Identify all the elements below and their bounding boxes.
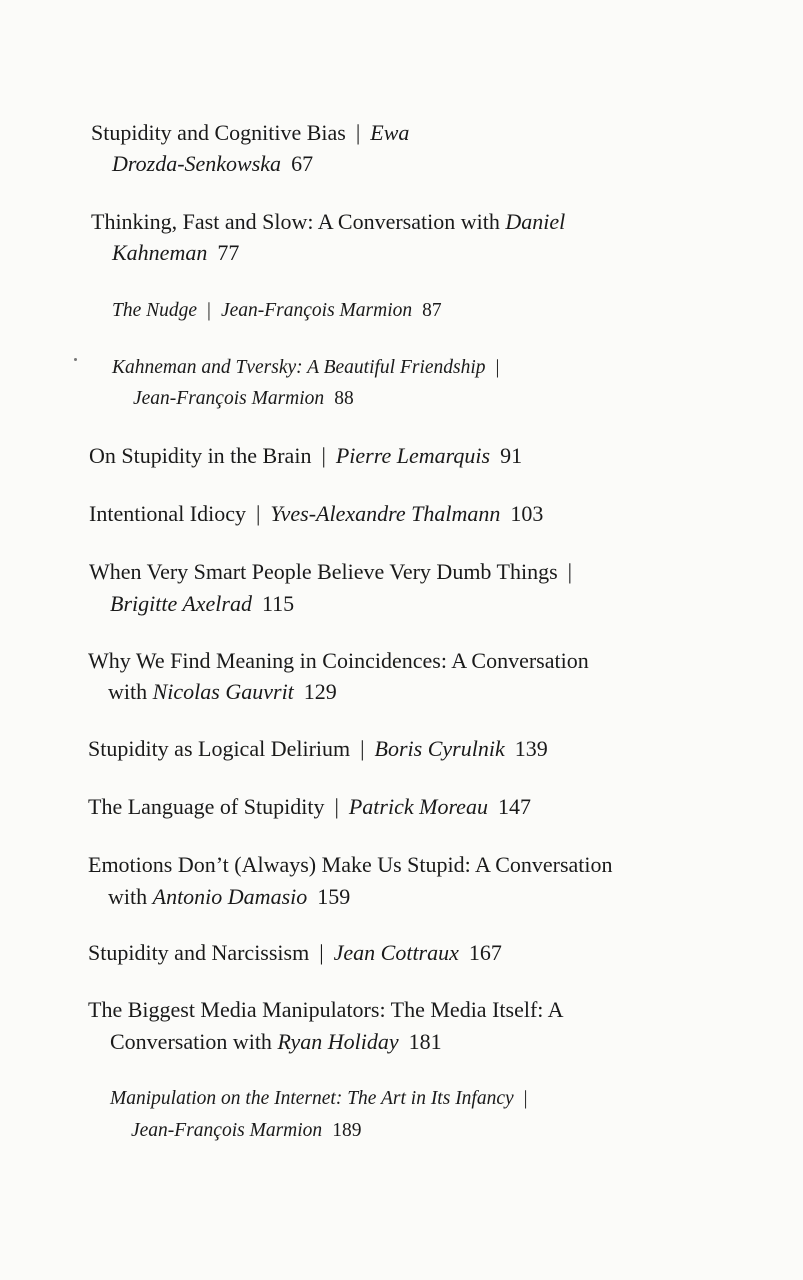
- entry-author: Jean-François Marmion: [131, 1120, 323, 1141]
- entry-author: Jean-François Marmion: [220, 300, 413, 321]
- entry-author: Brigitte Axelrad: [110, 591, 252, 616]
- entry-author: Jean-François Marmion: [133, 388, 325, 409]
- entry-author: Antonio Damasio: [152, 884, 308, 909]
- separator: |: [319, 940, 324, 965]
- entry-title: When Very Smart People Believe Very Dumb Things: [89, 559, 558, 584]
- page-number: 159: [317, 884, 351, 909]
- page-number: 115: [261, 591, 295, 616]
- separator: |: [256, 501, 261, 526]
- separator: |: [355, 120, 361, 145]
- entry-title: Stupidity and Cognitive Bias: [91, 120, 346, 145]
- page-number: 181: [408, 1029, 442, 1054]
- entry-author: Ryan Holiday: [277, 1029, 399, 1054]
- entry-author-cont: Drozda-Senkowska: [112, 151, 282, 176]
- entry-author: Daniel: [505, 209, 566, 234]
- entry-author: Ewa: [370, 120, 410, 145]
- entry-title-cont: with: [108, 884, 148, 909]
- page-number: 77: [217, 240, 240, 265]
- entry-title-cont: Conversation with: [110, 1029, 272, 1054]
- page-number: 147: [497, 794, 531, 819]
- separator: |: [495, 357, 500, 378]
- separator: |: [207, 300, 211, 321]
- entry-title: Manipulation on the Internet: The Art in Its Infancy: [110, 1088, 514, 1109]
- separator: |: [567, 559, 573, 584]
- entry-title: Kahneman and Tversky: A Beautiful Friendship: [112, 357, 486, 378]
- separator: |: [523, 1088, 528, 1109]
- entry-title: Intentional Idiocy: [89, 501, 247, 526]
- stray-mark: [74, 358, 77, 361]
- page-number: 189: [332, 1120, 362, 1141]
- page-number: 139: [514, 736, 548, 761]
- entry-author-cont: Kahneman: [112, 240, 208, 265]
- entry-title-cont: with: [108, 679, 148, 704]
- entry-title: Emotions Don’t (Always) Make Us Stupid: A Conversation: [88, 852, 613, 877]
- entry-author: Boris Cyrulnik: [374, 736, 505, 761]
- page-number: 88: [334, 388, 354, 409]
- entry-title: The Biggest Media Manipulators: The Media Itself: A: [88, 997, 564, 1022]
- separator: |: [334, 794, 339, 819]
- entry-title: On Stupidity in the Brain: [89, 443, 312, 468]
- entry-title: Thinking, Fast and Slow: A Conversation with: [91, 209, 500, 234]
- entry-author: Nicolas Gauvrit: [152, 679, 294, 704]
- entry-author: Yves-Alexandre Thalmann: [270, 501, 501, 526]
- page-number: 87: [422, 300, 442, 321]
- entry-author: Pierre Lemarquis: [335, 443, 491, 468]
- entry-title: Stupidity as Logical Delirium: [88, 736, 351, 761]
- page-number: 167: [468, 940, 502, 965]
- separator: |: [321, 443, 326, 468]
- page-number: 91: [500, 443, 523, 468]
- page-number: 129: [303, 679, 337, 704]
- page-number: 103: [510, 501, 544, 526]
- entry-author: Patrick Moreau: [348, 794, 488, 819]
- entry-title: The Nudge: [112, 300, 198, 321]
- page-number: 67: [291, 151, 314, 176]
- entry-title: Stupidity and Narcissism: [88, 940, 310, 965]
- separator: |: [360, 736, 365, 761]
- entry-title: The Language of Stupidity: [88, 794, 325, 819]
- entry-title: Why We Find Meaning in Coincidences: A Conversation: [88, 648, 589, 673]
- entry-author: Jean Cottraux: [333, 940, 459, 965]
